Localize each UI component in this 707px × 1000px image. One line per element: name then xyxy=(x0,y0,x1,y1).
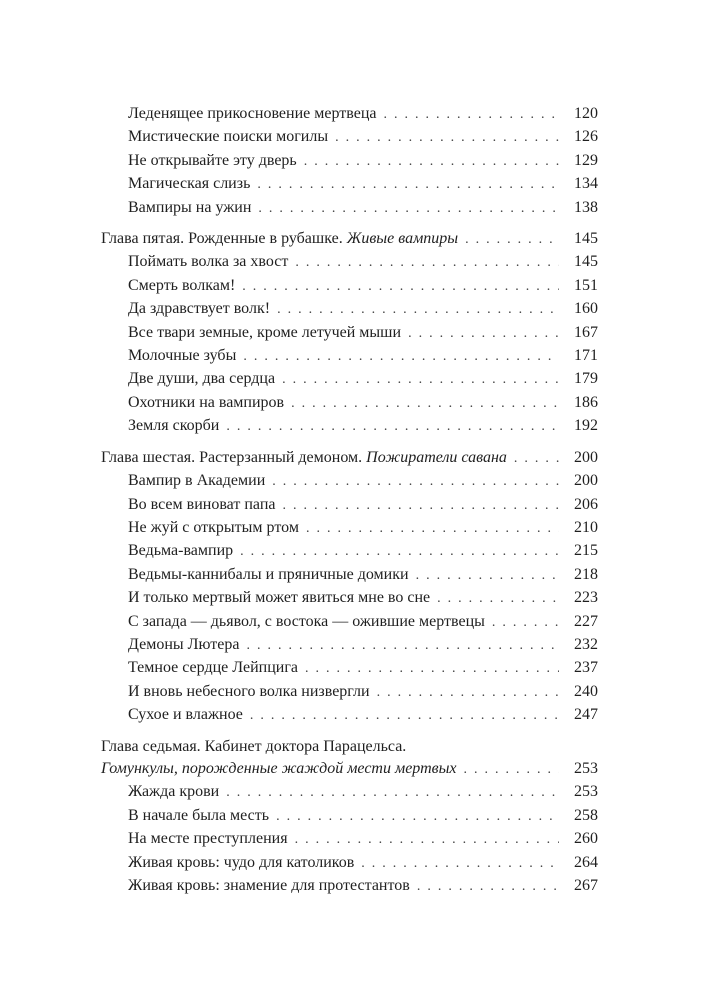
page-number: 151 xyxy=(574,276,598,294)
toc-entry-title: Поймать волка за хвост xyxy=(128,253,289,271)
toc-item-row xyxy=(101,103,598,126)
page-number: 210 xyxy=(574,518,598,536)
dot-leader xyxy=(243,345,559,368)
toc-entry-title: И вновь небесного волка низвергли xyxy=(128,682,370,700)
dot-leader xyxy=(257,173,559,196)
page-number: 227 xyxy=(574,612,598,630)
page-number: 260 xyxy=(574,830,598,848)
dot-leader xyxy=(295,828,559,851)
toc-entry-title: Ведьма-вампир xyxy=(128,542,234,560)
toc-item-row xyxy=(101,828,598,851)
toc-chapter-heading-row xyxy=(101,758,598,781)
chapter-subtitle-italic: Гомункулы, порожденные жаждой мести мертвых xyxy=(101,759,457,777)
dot-leader xyxy=(408,322,559,345)
toc-entry-title: Леденящее прикосновение мертвеца xyxy=(128,105,377,122)
toc-entry-title: Сухое и влажное xyxy=(128,706,243,724)
toc-item-row xyxy=(101,173,598,196)
dot-leader xyxy=(226,415,559,438)
toc-item-row xyxy=(101,805,598,828)
dot-leader xyxy=(276,805,559,828)
page-number: 167 xyxy=(574,323,598,341)
toc-entry-title: Живая кровь: чудо для католиков xyxy=(128,853,355,871)
page-number: 232 xyxy=(574,635,598,653)
page-number: 253 xyxy=(574,783,598,801)
dot-leader xyxy=(242,275,559,298)
dot-leader xyxy=(277,298,559,321)
page-number: 200 xyxy=(574,448,598,466)
toc-chapter-heading-row xyxy=(101,447,598,470)
dot-leader xyxy=(291,392,559,415)
dot-leader xyxy=(384,103,560,126)
toc-entry-title: Магическая слизь xyxy=(128,175,251,193)
toc-item-row xyxy=(101,587,598,610)
toc-item-row xyxy=(101,392,598,415)
dot-leader xyxy=(250,704,559,727)
toc-item-row xyxy=(101,634,598,657)
page-number: 192 xyxy=(574,417,598,435)
page-number: 264 xyxy=(574,853,598,871)
toc-item-row xyxy=(101,150,598,173)
toc-entry-title: Да здравствует волк! xyxy=(128,300,271,318)
toc-item-row xyxy=(101,494,598,517)
toc-entry-title: Жажда крови xyxy=(128,783,220,801)
dot-leader xyxy=(377,681,559,704)
toc-item-row xyxy=(101,681,598,704)
toc-item-row xyxy=(101,852,598,875)
toc-entry-title: Две души, два сердца xyxy=(128,370,276,388)
toc-entry-title: В начале была месть xyxy=(128,806,270,824)
chapter-heading-text: Глава седьмая. Кабинет доктора Парацельса. xyxy=(101,737,407,755)
dot-leader xyxy=(465,228,559,251)
toc-entry-title: Смерть волкам! xyxy=(128,276,236,294)
dot-leader xyxy=(416,564,559,587)
page-number: 145 xyxy=(574,253,598,271)
toc-entry-title: Демоны Лютера xyxy=(128,635,240,653)
dot-leader xyxy=(240,540,559,563)
dot-leader xyxy=(335,126,559,149)
toc-item-row xyxy=(101,368,598,391)
dot-leader xyxy=(305,657,559,680)
page-number: 253 xyxy=(574,759,598,777)
toc-item-row xyxy=(101,611,598,634)
page-number: 179 xyxy=(574,370,598,388)
chapter-heading-text: Глава шестая. Растерзанный демоном. xyxy=(101,448,367,466)
page-number: 160 xyxy=(574,300,598,318)
page-number: 206 xyxy=(574,495,598,513)
toc-item-row xyxy=(101,415,598,438)
toc-section xyxy=(101,447,598,728)
toc-item-row xyxy=(101,197,598,220)
dot-leader xyxy=(246,634,559,657)
toc-entry-title: Не открывайте эту дверь xyxy=(128,151,297,169)
chapter-heading xyxy=(101,228,458,250)
dot-leader xyxy=(282,368,559,391)
toc-entry-title: Земля скорби xyxy=(128,417,220,435)
toc-entry-title: Вампир в Академии xyxy=(128,472,266,490)
toc-entry-title: Все твари земные, кроме летучей мыши xyxy=(128,323,402,341)
page-number: 171 xyxy=(574,347,598,365)
chapter-heading xyxy=(101,758,457,780)
toc-item-row xyxy=(101,564,598,587)
toc-section xyxy=(101,736,598,899)
dot-leader xyxy=(492,611,559,634)
toc-entry-title: Мистические поиски могилы xyxy=(128,128,329,146)
toc-section xyxy=(101,228,598,439)
toc-item-row xyxy=(101,322,598,345)
toc-item-row xyxy=(101,657,598,680)
toc-entry-title: Молочные зубы xyxy=(128,347,237,365)
toc-item-row xyxy=(101,781,598,804)
toc-item-row xyxy=(101,470,598,493)
toc-item-row xyxy=(101,298,598,321)
toc-entry-title: На месте преступления xyxy=(128,830,288,848)
page-number: 129 xyxy=(574,151,598,169)
toc-section xyxy=(101,103,598,220)
chapter-heading xyxy=(101,736,406,758)
dot-leader xyxy=(361,852,559,875)
toc-entry-title: Вампиры на ужин xyxy=(128,198,252,216)
toc-entry-title: Темное сердце Лейпцига xyxy=(128,659,298,677)
dot-leader xyxy=(258,197,559,220)
dot-leader xyxy=(226,781,559,804)
dot-leader xyxy=(272,470,559,493)
chapter-subtitle-italic: Живые вампиры xyxy=(346,230,459,248)
page-number: 218 xyxy=(574,565,598,583)
toc-entry-title: Во всем виноват папа xyxy=(128,495,276,513)
page-number: 120 xyxy=(574,105,598,122)
page-number: 267 xyxy=(574,877,598,894)
dot-leader xyxy=(437,587,559,610)
toc-entry-title: Живая кровь: знамение для протестантов xyxy=(128,877,410,894)
dot-leader xyxy=(464,758,559,781)
toc-item-row xyxy=(101,540,598,563)
toc-item-row xyxy=(101,126,598,149)
page-number: 247 xyxy=(574,706,598,724)
toc-entry-title: Не жуй с открытым ртом xyxy=(128,518,299,536)
toc-item-row xyxy=(101,275,598,298)
toc-item-row xyxy=(101,704,598,727)
toc-item-row xyxy=(101,251,598,274)
dot-leader xyxy=(282,494,559,517)
dot-leader xyxy=(295,251,559,274)
dot-leader xyxy=(417,875,559,898)
page-number: 186 xyxy=(574,393,598,411)
toc-entry-title: Ведьмы-каннибалы и пряничные домики xyxy=(128,565,409,583)
page-number: 258 xyxy=(574,806,598,824)
chapter-heading-text: Глава пятая. Рожденные в рубашке. xyxy=(101,230,347,248)
page-number: 134 xyxy=(574,175,598,193)
dot-leader xyxy=(306,517,559,540)
page-number: 215 xyxy=(574,542,598,560)
toc-item-row xyxy=(101,345,598,368)
toc-entry-title: И только мертвый может явиться мне во сне xyxy=(128,589,431,607)
chapter-heading xyxy=(101,447,507,469)
page-number: 145 xyxy=(574,230,598,248)
dot-leader xyxy=(514,447,559,470)
toc-entry-title: Охотники на вампиров xyxy=(128,393,285,411)
page-number: 126 xyxy=(574,128,598,146)
toc-entry-title: С запада — дьявол, с востока — ожившие мертвецы xyxy=(128,612,485,630)
dot-leader xyxy=(304,150,559,173)
page-number: 240 xyxy=(574,682,598,700)
toc-item-row xyxy=(101,517,598,540)
toc-item-row xyxy=(101,875,598,898)
page-number: 200 xyxy=(574,472,598,490)
page-number: 237 xyxy=(574,659,598,677)
chapter-subtitle-italic: Пожиратели савана xyxy=(366,448,507,466)
page-number: 138 xyxy=(574,198,598,216)
toc-chapter-heading-row xyxy=(101,736,598,758)
toc-chapter-heading-row xyxy=(101,228,598,251)
page-number: 223 xyxy=(574,589,598,607)
table-of-contents xyxy=(101,103,598,898)
